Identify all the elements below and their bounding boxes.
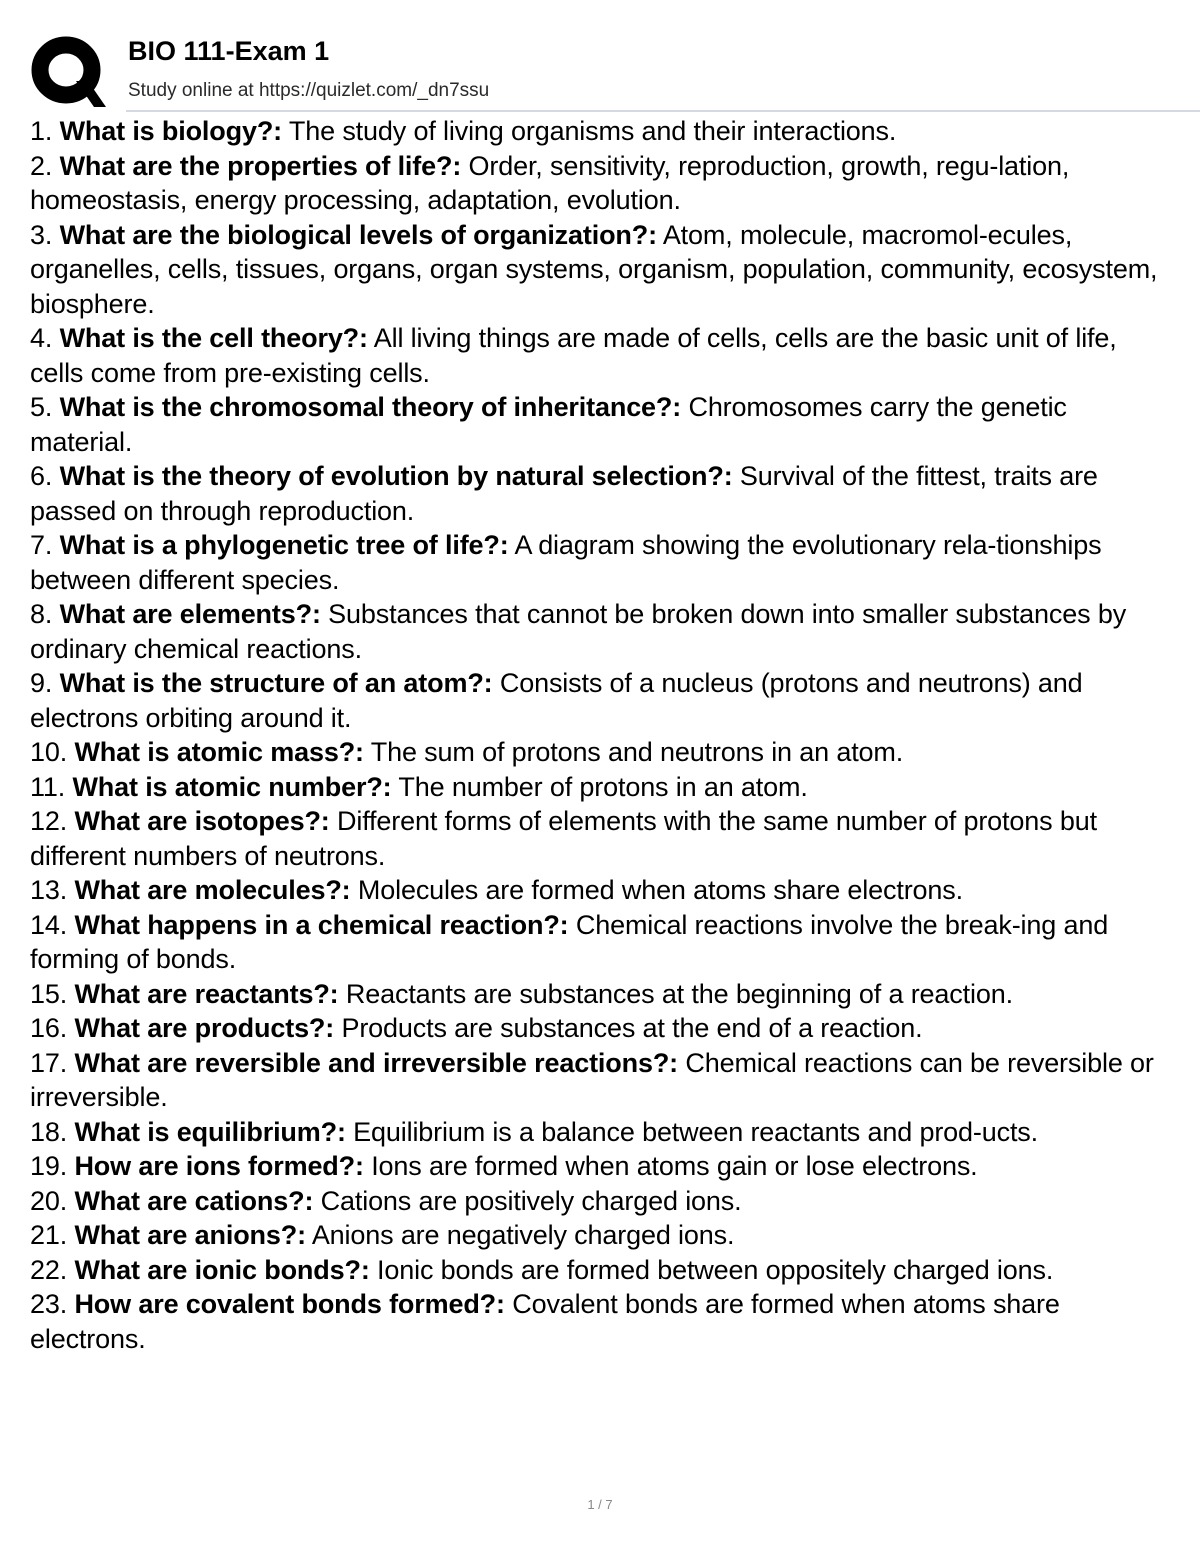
question-text: What are the properties of life?:	[59, 150, 462, 181]
document-title: BIO 111-Exam 1	[128, 36, 330, 66]
qa-item	[30, 528, 1175, 597]
answer-text: All living things are made of cells, cells are the basic unit of life, cells come from pre-existing cells.	[30, 323, 1117, 388]
question-text: What is the chromosomal theory of inheritance?:	[59, 392, 682, 422]
question-text: What is biology?:	[59, 116, 283, 146]
answer-text: Consists of a nucleus (protons and neutrons) and electrons orbiting around it.	[30, 668, 1083, 733]
question-text: What are ionic bonds?:	[74, 1254, 370, 1285]
answer-text: Equilibrium is a balance between reactants and prod-ucts.	[353, 1116, 1039, 1147]
qa-item	[30, 1184, 1175, 1219]
item-number: 19.	[30, 1151, 68, 1181]
qa-item	[30, 666, 1175, 735]
item-number: 21.	[30, 1220, 68, 1250]
question-text: What is the structure of an atom?:	[59, 668, 493, 698]
question-text: What is equilibrium?:	[74, 1116, 346, 1147]
item-number: 17.	[30, 1047, 68, 1078]
item-number: 11.	[30, 771, 66, 802]
document-header	[30, 30, 1172, 112]
qa-item	[30, 218, 1175, 322]
qa-item	[30, 804, 1175, 873]
answer-text: Substances that cannot be broken down into smaller substances by ordinary chemical reactions.	[30, 599, 1127, 664]
question-text: How are covalent bonds formed?:	[74, 1289, 505, 1319]
quizlet-q-logo-icon	[30, 33, 106, 109]
item-number: 10.	[30, 737, 68, 767]
question-text: What are reactants?:	[74, 978, 339, 1009]
qa-item	[30, 735, 1175, 770]
answer-text: Cations are positively charged ions.	[320, 1185, 742, 1216]
answer-text: The number of protons in an atom.	[398, 771, 808, 802]
qa-item	[30, 390, 1175, 459]
item-number: 9.	[30, 668, 53, 698]
qa-item	[30, 597, 1175, 666]
question-text: What are products?:	[74, 1013, 335, 1043]
item-number: 13.	[30, 875, 68, 905]
answer-text: Different forms of elements with the same number of protons but different numbers of neutrons.	[30, 806, 1097, 871]
answer-text: Molecules are formed when atoms share electrons.	[357, 875, 963, 905]
qa-item	[30, 114, 1175, 149]
qa-item	[30, 1287, 1175, 1356]
item-number: 1.	[30, 116, 53, 146]
question-text: How are ions formed?:	[74, 1151, 364, 1181]
study-online-link-text: Study online at https://quizlet.com/_dn7ssu	[128, 80, 490, 101]
question-text: What are cations?:	[74, 1185, 314, 1216]
question-text: What is a phylogenetic tree of life?:	[59, 530, 509, 560]
qa-item	[30, 1115, 1175, 1150]
item-number: 20.	[30, 1185, 68, 1216]
question-text: What are anions?:	[74, 1220, 306, 1250]
item-number: 22.	[30, 1254, 68, 1285]
item-number: 3.	[30, 219, 53, 250]
answer-text: Covalent bonds are formed when atoms share electrons.	[30, 1289, 1060, 1354]
answer-text: Ionic bonds are formed between oppositely charged ions.	[377, 1254, 1054, 1285]
answer-text: The study of living organisms and their interactions.	[288, 116, 897, 146]
qa-item	[30, 873, 1175, 908]
qa-item	[30, 770, 1175, 805]
question-text: What is atomic mass?:	[74, 737, 364, 767]
item-number: 7.	[30, 530, 53, 560]
qa-item	[30, 321, 1175, 390]
answer-text: Reactants are substances at the beginning of a reaction.	[345, 978, 1013, 1009]
item-number: 12.	[30, 806, 68, 836]
answer-text: Products are substances at the end of a reaction.	[341, 1013, 923, 1043]
qa-item	[30, 1253, 1175, 1288]
answer-text: A diagram showing the evolutionary rela-tionships between different species.	[30, 530, 1102, 595]
item-number: 6.	[30, 461, 53, 491]
page-number: 1 / 7	[587, 1497, 613, 1512]
question-text: What is the cell theory?:	[59, 323, 368, 353]
answer-text: Chromosomes carry the genetic material.	[30, 392, 1067, 457]
question-text: What is the theory of evolution by natural selection?:	[59, 461, 733, 491]
answer-text: Atom, molecule, macromol-ecules, organelles, cells, tissues, organs, organ systems, organism, population, community, ecosystem, biosphere.	[30, 219, 1158, 319]
question-text: What are molecules?:	[74, 875, 351, 905]
qa-item	[30, 977, 1175, 1012]
answer-text: The sum of protons and neutrons in an atom.	[370, 737, 904, 767]
question-text: What are elements?:	[59, 599, 321, 629]
item-number: 15.	[30, 978, 68, 1009]
question-answer-list	[30, 114, 1175, 1356]
question-text: What are the biological levels of organization?:	[59, 219, 657, 250]
answer-text: Chemical reactions can be reversible or irreversible.	[30, 1047, 1154, 1112]
answer-text: Ions are formed when atoms gain or lose electrons.	[371, 1151, 978, 1181]
item-number: 5.	[30, 392, 53, 422]
header-divider	[126, 110, 1200, 112]
item-number: 18.	[30, 1116, 68, 1147]
qa-item	[30, 459, 1175, 528]
answer-text: Chemical reactions involve the break-ing and forming of bonds.	[30, 909, 1109, 974]
answer-text: Survival of the fittest, traits are passed on through reproduction.	[30, 461, 1098, 526]
question-text: What are isotopes?:	[74, 806, 330, 836]
item-number: 8.	[30, 599, 53, 629]
question-text: What are reversible and irreversible reactions?:	[74, 1047, 679, 1078]
item-number: 4.	[30, 323, 53, 353]
item-number: 23.	[30, 1289, 68, 1319]
item-number: 2.	[30, 150, 53, 181]
qa-item	[30, 1011, 1175, 1046]
qa-item	[30, 1218, 1175, 1253]
question-text: What is atomic number?:	[72, 771, 392, 802]
qa-item	[30, 149, 1175, 218]
item-number: 16.	[30, 1013, 68, 1043]
answer-text: Order, sensitivity, reproduction, growth, regu-lation, homeostasis, energy processing, adaptation, evolution.	[30, 150, 1070, 215]
item-number: 14.	[30, 909, 68, 940]
question-text: What happens in a chemical reaction?:	[74, 909, 569, 940]
answer-text: Anions are negatively charged ions.	[311, 1220, 735, 1250]
qa-item	[30, 1149, 1175, 1184]
qa-item	[30, 908, 1175, 977]
qa-item	[30, 1046, 1175, 1115]
